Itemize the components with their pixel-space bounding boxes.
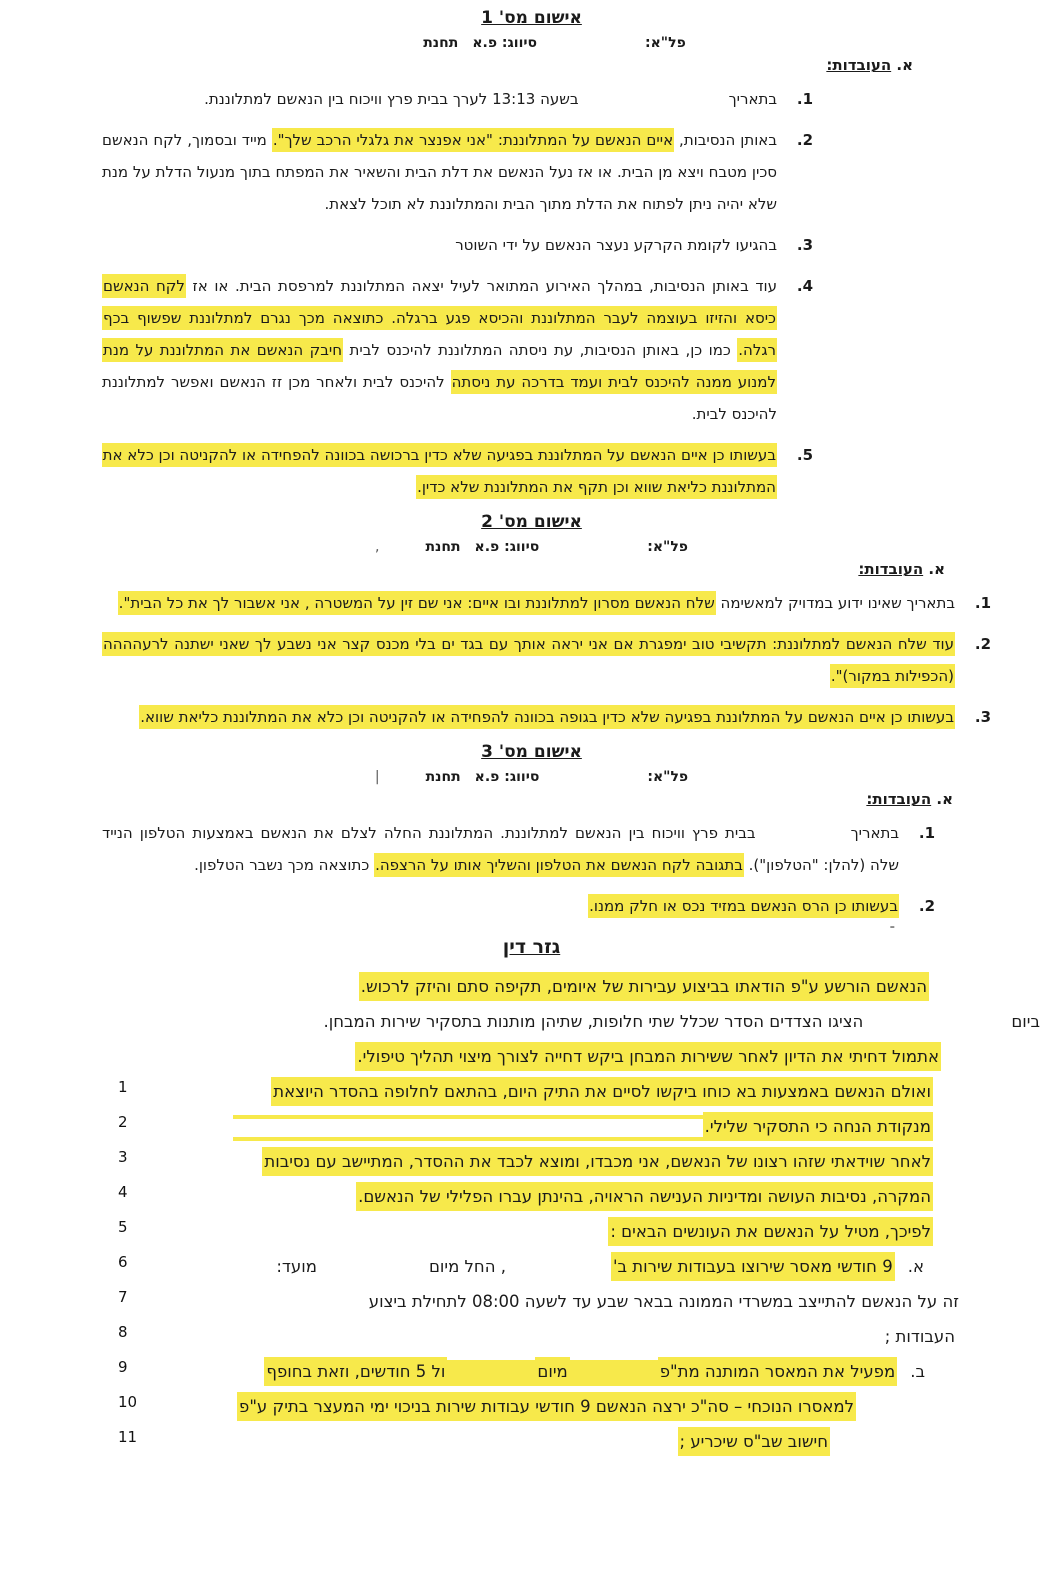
item-text bbox=[102, 229, 777, 261]
text-span: העבודות ; bbox=[884, 1327, 955, 1346]
verdict-line-text bbox=[0, 1321, 955, 1352]
meta-spacer bbox=[461, 549, 475, 551]
meta-mark: , bbox=[374, 539, 380, 555]
redaction-gap bbox=[756, 832, 851, 836]
line-number: 8 bbox=[118, 1323, 128, 1341]
verdict-paragraph bbox=[0, 1006, 1063, 1039]
item-text bbox=[102, 890, 899, 922]
charge-item bbox=[102, 83, 813, 115]
line-number: 4 bbox=[118, 1183, 128, 1201]
meta-spacer bbox=[458, 45, 472, 47]
highlighted-text: בעשותו כן איים הנאשם על המתלוננת בפגיעה שלא כדין בגופה בכוונה להפחידה או להקניטה וכן כלא את המתלוננת כליאת שווא. bbox=[139, 705, 955, 729]
verdict-paragraph-text bbox=[0, 971, 929, 1002]
highlighted-text: 9 חודשי מאסר שירוצו בעבודות שירות ב' bbox=[611, 1252, 895, 1281]
verdict-line-text bbox=[0, 1251, 924, 1282]
redaction-gap bbox=[506, 1266, 611, 1270]
facts-title: העובדות: bbox=[826, 56, 892, 74]
highlighted-text: לפיכך, מטיל על הנאשם את העונשים הבאים : bbox=[608, 1217, 933, 1246]
line-number: 1 bbox=[118, 1078, 128, 1096]
highlighted-text: ואולם הנאשם באמצעות בא כוחו ביקשו לסיים את התיק היום, בהתאם לחלופה בהסדר היוצאת bbox=[271, 1077, 933, 1106]
verdict-line bbox=[0, 1111, 1063, 1144]
text-span: בבית פרץ וויכוח בין הנאשם למתלוננת. המתלוננת החלה לצלם את הנאשם באמצעות הטלפון הנייד שלה (להלן: "הטלפון"). bbox=[102, 824, 899, 874]
charge-item bbox=[102, 701, 991, 733]
verdict-line-text bbox=[0, 1181, 933, 1212]
item-number: 3. bbox=[796, 236, 813, 254]
highlighted-text: שלח הנאשם מסרון למתלוננת ובו איים: אני שם זין על המשטרה , אני אשבור לך את כל הבית". bbox=[118, 591, 716, 615]
station-label: תחנת bbox=[425, 769, 461, 785]
text-span: בתאריך bbox=[728, 90, 777, 108]
charge-items bbox=[102, 817, 935, 922]
verdict-line-text bbox=[0, 1216, 933, 1247]
pla-label: פל"א: bbox=[647, 539, 688, 555]
text-span: עוד באותן הנסיבות, במהלך האירוע המתואר לעיל יצאה המתלוננת למרפסת הבית. או אז bbox=[185, 277, 777, 295]
verdict-line-text bbox=[0, 1356, 925, 1387]
text-span: בתאריך bbox=[850, 824, 899, 842]
text-span: בהגיעו לקומת הקרקע נעצר הנאשם על ידי השוטר bbox=[455, 236, 777, 254]
charge-item bbox=[102, 628, 991, 692]
text-span: להיכנס לבית ולאחר מכן זז הנאשם ואפשר למתלוננת להיכנס לבית. bbox=[102, 373, 777, 423]
charge-item bbox=[102, 817, 935, 881]
verdict-line bbox=[0, 1356, 1063, 1389]
text-span: ביום bbox=[1011, 1012, 1040, 1031]
verdict-line-text bbox=[0, 1286, 959, 1317]
classification-label: סיווג: פ.א bbox=[474, 539, 540, 555]
station-label: תחנת bbox=[425, 539, 461, 555]
charge-title: אישום מס' 3 bbox=[481, 742, 582, 762]
line-number: 11 bbox=[118, 1428, 138, 1446]
charge-meta-line bbox=[0, 769, 1063, 785]
pla-label: פל"א: bbox=[645, 35, 686, 51]
verdict-line bbox=[0, 1181, 1063, 1214]
item-letter-label: ב. bbox=[910, 1362, 925, 1381]
item-letter-label: א. bbox=[907, 1257, 924, 1276]
verdict-title: גזר דין bbox=[502, 936, 561, 958]
verdict-line bbox=[0, 1391, 1063, 1424]
text-span: כמו כן, באותן הנסיבות, עת ניסתה המתלוננת להיכנס לבית bbox=[343, 341, 738, 359]
meta-spacer bbox=[461, 779, 475, 781]
highlighted-text: בתגובה לקח הנאשם את הטלפון והשליך אותו על הרצפה. bbox=[374, 853, 744, 877]
text-span: בשעה 13:13 לערך בבית פרץ וויכוח בין הנאשם למתלוננת. bbox=[204, 90, 579, 108]
redaction-gap bbox=[570, 1360, 658, 1386]
charge-items bbox=[102, 587, 991, 733]
text-span: הציגו הצדדים הסדר שכלל שתי חלופות, שתיהן מותנות בתסקיר שירות המבחן. bbox=[323, 1012, 864, 1031]
text-span: כתוצאה מכך נשבר הטלפון. bbox=[194, 856, 375, 874]
highlighted-text: הנאשם הורשע ע"פ הודאתו בביצוע עבירות של איומים, תקיפה סתם והיזק לרכוש. bbox=[359, 972, 929, 1001]
item-text bbox=[102, 439, 777, 503]
verdict-line-text bbox=[0, 1111, 933, 1142]
verdict-paragraph bbox=[0, 1041, 1063, 1074]
verdict-paragraph-text bbox=[0, 1041, 941, 1072]
verdict-line bbox=[0, 1426, 1063, 1459]
verdict-line bbox=[0, 1146, 1063, 1179]
facts-letter: א. bbox=[923, 560, 945, 578]
item-text bbox=[102, 83, 777, 115]
charge-section-3 bbox=[0, 742, 1063, 922]
item-number: 1. bbox=[918, 824, 935, 842]
verdict-line bbox=[0, 1076, 1063, 1109]
item-text bbox=[102, 124, 777, 220]
verdict-section bbox=[0, 920, 1063, 1459]
highlighted-text: המקרה, נסיבות העושה ומדיניות הענישה הראויה, בהינתן עברו הפלילי של הנאשם. bbox=[356, 1182, 933, 1211]
station-redaction-gap bbox=[379, 549, 425, 551]
scan-artifact-dash: - bbox=[889, 920, 895, 935]
facts-header bbox=[0, 790, 953, 808]
redaction-gap bbox=[317, 1266, 429, 1270]
charges-container bbox=[0, 8, 1063, 922]
item-text bbox=[102, 270, 777, 430]
facts-letter: א. bbox=[891, 56, 913, 74]
line-number: 6 bbox=[118, 1253, 128, 1271]
item-text bbox=[102, 817, 899, 881]
facts-header bbox=[0, 56, 913, 74]
highlighted-text: ול 5 חודשים, וזאת בחופף bbox=[264, 1357, 447, 1386]
station-redaction-gap bbox=[380, 779, 426, 781]
highlighted-text: לאחר שוידאתי שזהו רצונו של הנאשם, אני מכבדו, ומוצא לכבד את ההסדר, המתיישב עם נסיבות bbox=[262, 1147, 933, 1176]
verdict-line bbox=[0, 1216, 1063, 1249]
item-number: 1. bbox=[796, 90, 813, 108]
charge-item bbox=[102, 229, 813, 261]
highlighted-text: אתמול דחיתי את הדיון לאחר ששירות המבחן ביקש דחייה לצורך מיצוי תהליך טיפולי. bbox=[355, 1042, 941, 1071]
redaction-gap bbox=[233, 1119, 703, 1137]
text-span: בתאריך שאינו ידוע במדויק למאשימה bbox=[715, 594, 955, 612]
highlighted-text: עוד שלח הנאשם למתלוננת: תקשיבי טוב ימפגרת אם אני יראה אותך עם בגד ים בלי מכנס קצר אני נשבע לך שאני ישתנה לרעהההה (הכפילות במקור)". bbox=[102, 632, 955, 688]
text-span: ‏, החל מיום bbox=[428, 1257, 506, 1276]
facts-letter: א. bbox=[931, 790, 953, 808]
text-span: זה על הנאשם להתייצב במשרדי הממונה בבאר שבע עד לשעה 08:00 לתחילת ביצוע bbox=[368, 1292, 959, 1311]
line-number: 5 bbox=[118, 1218, 128, 1236]
highlighted-text: לקח הנאשם כיסא והזיזו בעוצמה לעבר המתלוננת והכיסא פגע ברגלה. כתוצאה מכך נגרם למתלוננת שפשוף בכף רגלה. bbox=[102, 274, 777, 362]
redaction-gap bbox=[579, 98, 729, 102]
charge-items bbox=[102, 83, 813, 503]
verdict-line bbox=[0, 1286, 1063, 1319]
classification-label: סיווג: פ.א bbox=[472, 35, 538, 51]
item-number: 3. bbox=[974, 708, 991, 726]
facts-title: העובדות: bbox=[866, 790, 932, 808]
redaction-gap bbox=[863, 1021, 1011, 1025]
highlighted-text: חישוב שב"ס שיכריע ; bbox=[678, 1427, 830, 1456]
charge-item bbox=[102, 270, 813, 430]
line-number: 3 bbox=[118, 1148, 128, 1166]
highlighted-text: מנקודת הנחה כי התסקיר שלילי. bbox=[703, 1112, 933, 1141]
text-span: מועד: bbox=[276, 1257, 317, 1276]
item-text bbox=[102, 628, 955, 692]
highlighted-text: חיבק הנאשם את המתלוננת על מנת למנוע ממנה להיכנס לבית ועמד בדרכה עת ניסתה bbox=[102, 338, 777, 394]
charge-item bbox=[102, 890, 935, 922]
verdict-line-text bbox=[0, 1076, 933, 1107]
text-span: באותן הנסיבות, bbox=[674, 131, 777, 149]
highlighted-text: למאסרו הנוכחי – סה"כ ירצה הנאשם 9 חודשי עבודות שירות בניכוי ימי המעצר בתיק ע"פ bbox=[237, 1392, 856, 1421]
line-number: 7 bbox=[118, 1288, 128, 1306]
line-number: 9 bbox=[118, 1358, 128, 1376]
charge-title: אישום מס' 1 bbox=[481, 8, 582, 28]
charge-section-2 bbox=[0, 512, 1063, 733]
highlighted-text: בעשותו כן איים הנאשם על המתלוננת בפגיעה שלא כדין ברכושה בכוונה להפחידה או להקניטה וכן כלא את המתלוננת כליאת שווא וכן תקף את המתלוננת שלא כדין. bbox=[102, 443, 777, 499]
verdict-line bbox=[0, 1251, 1063, 1284]
item-number: 2. bbox=[974, 635, 991, 653]
pla-label: פל"א: bbox=[647, 769, 689, 785]
verdict-paragraph-text bbox=[0, 1006, 1040, 1037]
meta-mark: | bbox=[374, 769, 380, 785]
item-text bbox=[102, 587, 955, 619]
highlighted-text: מיום bbox=[535, 1357, 569, 1386]
charge-meta-line bbox=[0, 35, 1063, 51]
item-number: 2. bbox=[796, 131, 813, 149]
pla-redaction-gap bbox=[537, 45, 645, 47]
verdict-body bbox=[0, 971, 1063, 1459]
classification-label: סיווג: פ.א bbox=[474, 769, 540, 785]
pla-redaction-gap bbox=[539, 549, 647, 551]
verdict-paragraph bbox=[0, 971, 1063, 1004]
line-number: 2 bbox=[118, 1113, 128, 1131]
item-text bbox=[102, 701, 955, 733]
item-number: 5. bbox=[796, 446, 813, 464]
charge-section-1 bbox=[0, 8, 1063, 503]
text-span: מייד ובסמוך, לקח הנאשם סכין מטבח ויצא מן הבית. או אז נעל הנאשם את דלת הבית והשאיר את המפתח בתוך מנעול הדלת על מנת שלא יהיה ניתן לפתוח את הדלת מתוך הבית והמתלוננת לא תוכל לצאת. bbox=[102, 131, 777, 213]
line-number: 10 bbox=[118, 1393, 138, 1411]
charge-item bbox=[102, 124, 813, 220]
station-label: תחנת bbox=[423, 35, 459, 51]
charge-meta-line bbox=[0, 539, 1063, 555]
station-redaction-gap bbox=[377, 45, 423, 47]
item-number: 1. bbox=[974, 594, 991, 612]
facts-title: העובדות: bbox=[858, 560, 924, 578]
redaction-gap bbox=[447, 1360, 535, 1386]
charge-item bbox=[102, 439, 813, 503]
verdict-line bbox=[0, 1321, 1063, 1354]
highlighted-text: מפעיל את המאסר המותנה מת"פ bbox=[658, 1357, 897, 1386]
charge-title: אישום מס' 2 bbox=[481, 512, 582, 532]
highlighted-text: איים הנאשם על המתלוננת: "אני אפנצר את גלגלי הרכב שלך". bbox=[272, 128, 674, 152]
pla-redaction-gap bbox=[539, 779, 647, 781]
charge-item bbox=[102, 587, 991, 619]
item-number: 2. bbox=[918, 897, 935, 915]
item-number: 4. bbox=[796, 277, 813, 295]
verdict-line-text bbox=[0, 1146, 933, 1177]
facts-header bbox=[0, 560, 945, 578]
verdict-title-wrap bbox=[0, 920, 1063, 958]
highlighted-text: בעשותו כן הרס הנאשם במזיד נכס או חלק ממנו. bbox=[588, 894, 899, 918]
